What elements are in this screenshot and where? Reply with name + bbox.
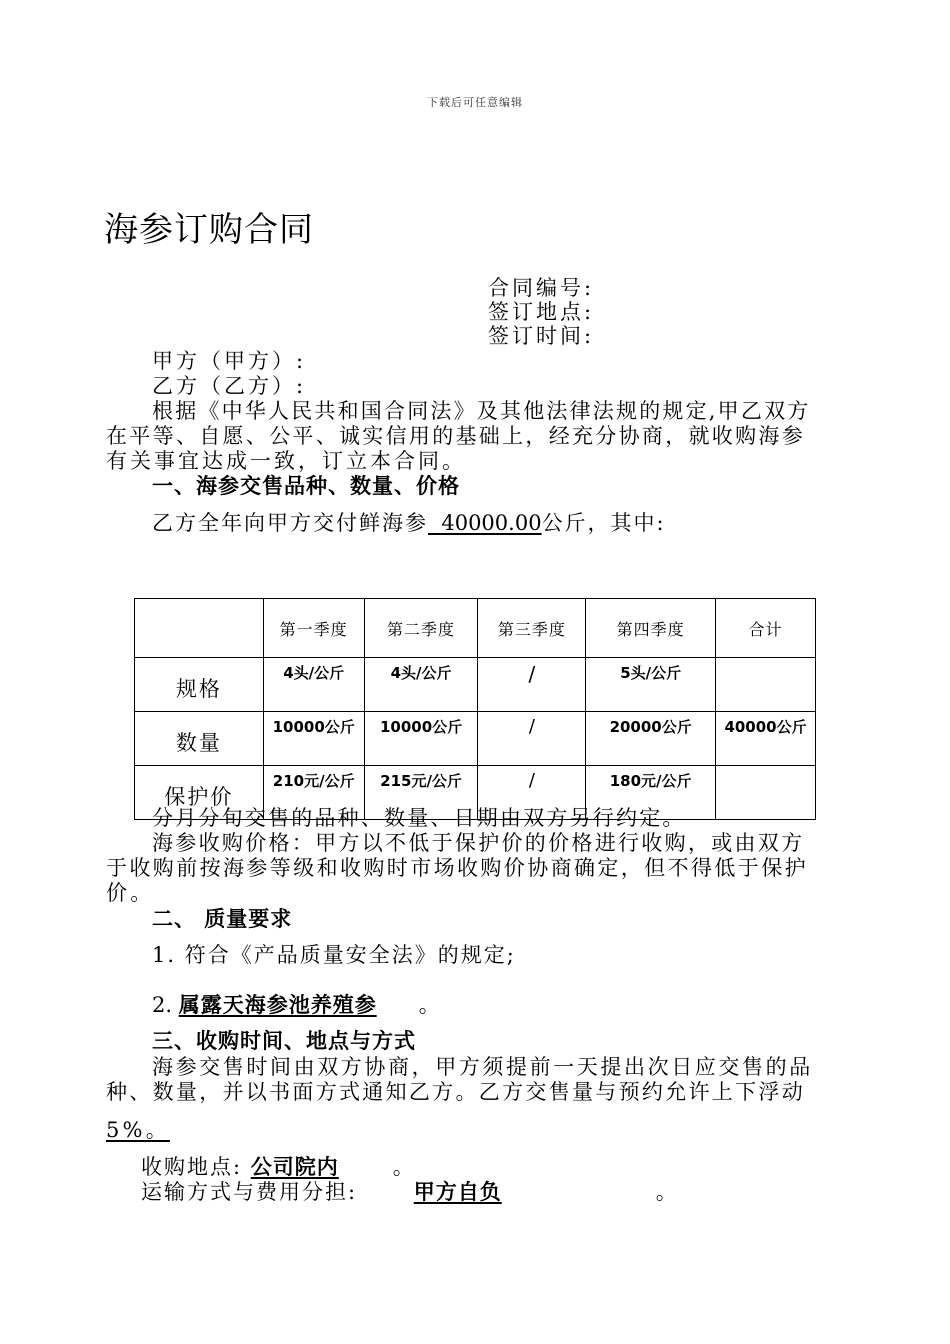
- section-3-line-1: 海参交售时间由双方协商，甲方须提前一天提出次日应交售的品: [152, 1055, 813, 1079]
- section-3-heading: 三、收购时间、地点与方式: [152, 1029, 416, 1053]
- table-header-cell: 第二季度: [364, 599, 478, 658]
- price-line-3: 价。: [106, 881, 155, 905]
- spec-table: [134, 598, 816, 820]
- table-cell: [716, 658, 816, 712]
- delivery-statement: [152, 511, 666, 535]
- schedule-note: 分月分旬交售的品种、数量、日期由双方另行约定。: [152, 806, 686, 830]
- table-cell: 10000公斤: [364, 712, 478, 766]
- table-cell: /: [478, 712, 586, 766]
- purchase-place-label: 收购地点:: [141, 1155, 251, 1179]
- header-note: 下载后可任意编辑: [427, 96, 523, 109]
- delivery-suffix: 公斤，其中:: [541, 511, 666, 535]
- table-cell: 40000公斤: [716, 712, 816, 766]
- table-row: [135, 712, 816, 766]
- table-header-cell: 第一季度: [263, 599, 364, 658]
- table-cell: [716, 766, 816, 820]
- table-header-cell: [135, 599, 264, 658]
- table-header-cell: 第三季度: [478, 599, 586, 658]
- section-1-heading: 一、海参交售品种、数量、价格: [152, 474, 460, 498]
- section-3-line-3: [106, 1118, 846, 1142]
- transport-line: [141, 1180, 679, 1204]
- transport-label: 运输方式与费用分担:: [141, 1180, 366, 1204]
- delivery-prefix: 乙方全年向甲方交付鲜海参: [152, 511, 428, 535]
- table-cell: 4头/公斤: [263, 658, 364, 712]
- purchase-place-line: [141, 1155, 416, 1179]
- party-a-label: 甲方（甲方）:: [152, 349, 307, 373]
- quality-item-2-suffix: 。: [418, 993, 440, 1017]
- table-row: [135, 658, 816, 712]
- table-cell: /: [478, 766, 586, 820]
- table-cell: 210元/公斤: [263, 766, 364, 820]
- contract-number-label: 合同编号:: [488, 276, 595, 300]
- row-label: 规格: [135, 658, 264, 712]
- intro-line-2: 在平等、自愿、公平、诚实信用的基础上，经充分协商，就收购海参: [106, 424, 805, 448]
- transport-value: 甲方自负: [413, 1180, 502, 1204]
- transport-suffix: 。: [655, 1180, 679, 1204]
- intro-line-1: 根据《中华人民共和国合同法》及其他法律法规的规定,甲乙双方: [152, 399, 811, 423]
- price-line-1: 海参收购价格：甲方以不低于保护价的价格进行收购，或由双方: [152, 831, 805, 855]
- section-3-line-2: 种、数量，并以书面方式通知乙方。乙方交售量与预约允许上下浮动: [106, 1080, 805, 1104]
- document-title: 海参订购合同: [104, 210, 314, 250]
- quality-item-2-number: 2.: [152, 993, 179, 1017]
- table-header-cell: 第四季度: [586, 599, 716, 658]
- price-line-2: 于收购前按海参等级和收购时市场收购价协商确定，但不得低于保护: [106, 856, 808, 880]
- table-header-cell: 合计: [716, 599, 816, 658]
- delivery-amount: 40000.00: [428, 511, 542, 535]
- tolerance-value: 5%。: [106, 1118, 170, 1142]
- row-label: 保护价: [135, 766, 264, 820]
- purchase-place-suffix: 。: [392, 1155, 416, 1179]
- table-cell: 4头/公斤: [364, 658, 478, 712]
- table-cell: 215元/公斤: [364, 766, 478, 820]
- purchase-place-value: 公司院内: [250, 1155, 339, 1179]
- sign-place-label: 签订地点:: [488, 300, 595, 324]
- table-cell: 180元/公斤: [586, 766, 716, 820]
- section-2-heading: 二、 质量要求: [152, 907, 293, 931]
- table-cell: 5头/公斤: [586, 658, 716, 712]
- intro-line-3: 有关事宜达成一致，订立本合同。: [106, 449, 466, 473]
- party-b-label: 乙方（乙方）:: [152, 374, 307, 398]
- sign-time-label: 签订时间:: [488, 324, 595, 348]
- quality-item-2: [152, 993, 440, 1017]
- quality-item-1: 1. 符合《产品质量安全法》的规定;: [152, 943, 516, 967]
- quality-item-2-value: 属露天海参池养殖参: [178, 993, 377, 1017]
- table-header-row: [135, 599, 816, 658]
- table-cell: 20000公斤: [586, 712, 716, 766]
- row-label: 数量: [135, 712, 264, 766]
- table-cell: 10000公斤: [263, 712, 364, 766]
- table-cell: /: [478, 658, 586, 712]
